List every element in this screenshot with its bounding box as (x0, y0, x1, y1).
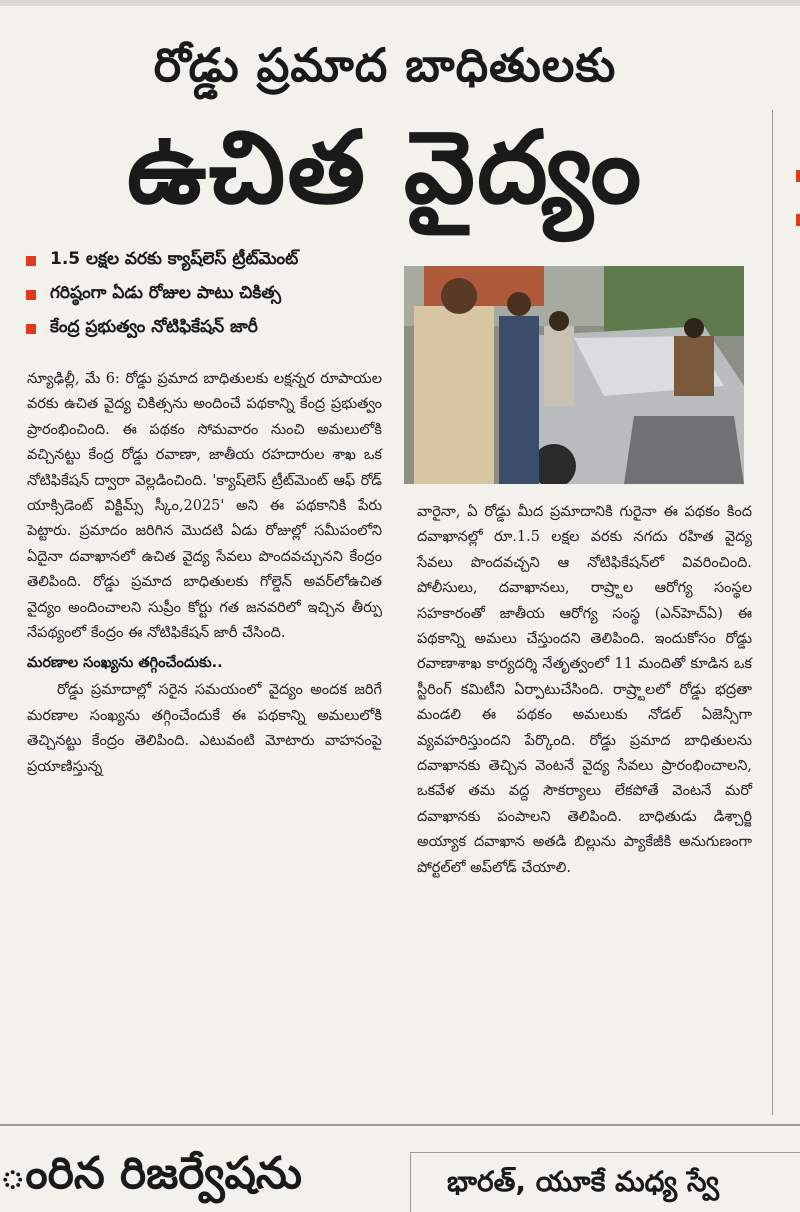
next-article-headline-left: ంరిన రిజర్వేషను (0, 1148, 303, 1199)
article-column-1 (27, 367, 382, 780)
bullet-text: కేంద్ర ప్రభుత్వం నోటిఫికేషన్ జారీ (50, 317, 258, 337)
headline-kicker: రోడ్డు ప్రమాద బాధితులకు (153, 38, 617, 92)
top-page-strip (0, 0, 800, 6)
section-subheading: మరణాల సంఖ్యను తగ్గించేందుకు.. (27, 655, 223, 672)
accident-photo (404, 266, 744, 484)
adjacent-article-edge (773, 110, 800, 1115)
next-article-box-right (410, 1152, 800, 1212)
section-divider (0, 1124, 800, 1126)
highlight-bullets (26, 244, 396, 346)
article-paragraph: రోడ్డు ప్రమాదాల్లో సరైన సమయంలో వైద్యం అందక జరిగే మరణాల సంఖ్యను తగ్గించేందుకే ఈ పథకాన్ని అమలులోకి తెచ్చినట్టు కేంద్రం తెలిపింది. ఎటువంటి మోటారు వాహనంపై ప్రయాణిస్తున్న (27, 682, 382, 775)
crashed-car-image (404, 266, 744, 484)
bullet-text: 1.5 లక్షల వరకు క్యాష్‌లెస్ ట్రీట్‌మెంట్ (50, 249, 299, 269)
bullet-item (26, 278, 396, 312)
next-article-headline-right: భారత్, యూకే మధ్య స్వే (447, 1165, 720, 1198)
bullet-square-icon (796, 214, 800, 226)
article-paragraph: వారైనా, ఏ రోడ్డు మీద ప్రమాదానికి గురైనా ఈ పథకం కింద దవాఖానల్లో రూ.1.5 లక్షల వరకు నగదు రహిత వైద్య సేవలు పొందవచ్చని ఆ నోటిఫికేషన్‌లో వివరించింది. పోలీసులు, దవాఖానలు, రాష్ర్టాల ఆరోగ్య సంస్థల సహకారంతో జాతీయ ఆరోగ్య సంస్థ (ఎన్‌హెచ్‌ఏ) ఈ పథకాన్ని అమలు చేస్తుందని తెలిపింది. ఇందుకోసం రోడ్డు రవాణాశాఖ కార్యదర్శి నేతృత్వంలో 11 మందితో కూడిన ఒక స్టీరింగ్ కమిటీని ఏర్పాటుచేసింది. రాష్ర్టాలలో రోడ్డు భద్రతా మండలి ఈ పథకం అమలుకు నోడల్ ఏజెన్సీగా వ్యవహరిస్తుందని పేర్కొంది. రోడ్డు ప్రమాద బాధితులను దవాఖానకు తెచ్చిన వెంటనే వైద్య సేవలు ప్రారంభించాలని, ఒకవేళ తమ వద్ద సౌకర్యాలు లేకపోతే వెంటనే మరో దవాఖానకు పంపాలని తెలిపింది. బాధితుడు డిశ్చార్జి అయ్యాక దవాఖాన అతడి బిల్లును ప్యాకేజీకి అనుగుణంగా పోర్టల్‌లో అప్‌లోడ్ చేయాలి. (417, 504, 752, 876)
bullet-item (26, 244, 396, 278)
bullet-square-icon (796, 170, 800, 182)
bullet-square-icon (26, 290, 36, 300)
main-headline: ఉచిత వైద్యం (126, 109, 644, 226)
bullet-square-icon (26, 256, 36, 266)
article-paragraph: న్యూఢిల్లీ, మే 6: రోడ్డు ప్రమాద బాధితులకు లక్షన్నర రూపాయల వరకు ఉచిత వైద్య చికిత్సను అందించే పథకాన్ని కేంద్ర ప్రభుత్వం ప్రారంభించింది. ఈ పథకం సోమవారం నుంచి అమలులోకి వచ్చినట్టు కేంద్ర రోడ్డు రవాణా, జాతీయ రహదారుల శాఖ ఒక నోటిఫికేషన్ ద్వారా వెల్లడించింది. 'క్యాష్‌లెస్ ట్రీట్‌మెంట్ ఆఫ్ రోడ్ యాక్సిడెంట్ విక్టిమ్స్ స్కీం,2025' అని ఈ పథకానికి పేరు పెట్టారు. ప్రమాదం జరిగిన మొదటి ఏడు రోజుల్లో సమీపంలోని ఏదైనా దవాఖానలో ఉచిత వైద్య సేవలు పొందవచ్చునని కేంద్రం తెలిపింది. రోడ్డు ప్రమాద బాధితులకు గోల్డెన్ అవర్‌లోఉచిత వైద్యం అందించాలని సుప్రీం కోర్టు గత జనవరిలో ఇచ్చిన తీర్పు నేపథ్యంలో కేంద్రం ఈ నోటిఫికేషన్ జారీ చేసింది. (27, 371, 382, 642)
bullet-square-icon (26, 324, 36, 334)
bullet-item (26, 312, 396, 346)
bullet-text: గరిష్ఠంగా ఏడు రోజుల పాటు చికిత్స (50, 283, 281, 303)
article-column-2 (417, 500, 752, 881)
